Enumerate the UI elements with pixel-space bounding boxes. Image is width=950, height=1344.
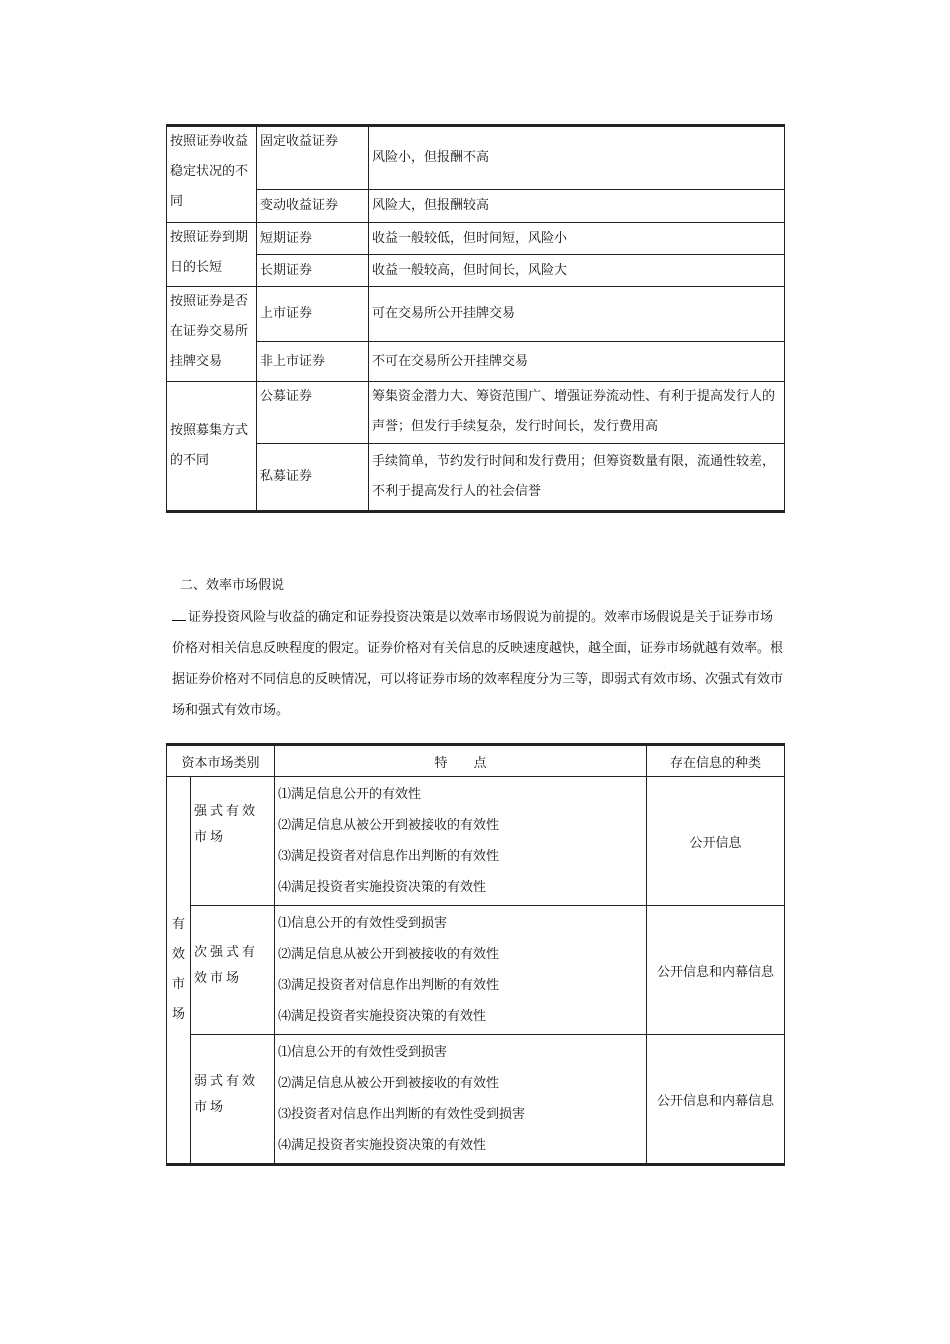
group-cell: 按照证券是否在证券交易所挂牌交易 — [167, 287, 257, 382]
paragraph-text: 证券投资风险与收益的确定和证券投资决策是以效率市场假说为前提的。效率市场假说是关于证券市场价格对相关信息反映程度的假定。证券价格对有关信息的反映速度越快，越全面，证券市场就越有效率。根据证券价格对不同信息的反映情况，可以将证券市场的效率程度分为三等，即弱式有效市场、次强式有效市场和强式有效市场。 — [172, 610, 784, 718]
market-name: 次强式有效市场 — [191, 906, 275, 1035]
market-features — [275, 777, 647, 906]
type-cell: 非上市证券 — [257, 342, 369, 382]
group-label: 有效市场 — [167, 777, 191, 1165]
feature-item: ⑷满足投资者实施投资决策的有效性 — [278, 1009, 487, 1024]
type-cell: 长期证券 — [257, 255, 369, 287]
feature-item: ⑶满足投资者对信息作出判断的有效性 — [278, 849, 500, 864]
info-type: 公开信息 — [647, 777, 785, 906]
header-category: 资本市场类别 — [167, 745, 275, 777]
feature-item: ⑴信息公开的有效性受到损害 — [278, 916, 448, 931]
type-cell: 私募证券 — [257, 444, 369, 512]
header-info: 存在信息的种类 — [647, 745, 785, 777]
type-cell: 上市证券 — [257, 287, 369, 342]
market-name: 强式有效市场 — [191, 777, 275, 906]
feature-item: ⑵满足信息从被公开到被接收的有效性 — [278, 1076, 500, 1091]
cursor-mark — [172, 612, 186, 621]
desc-cell: 收益一般较低，但时间短，风险小 — [369, 223, 785, 255]
feature-item: ⑷满足投资者实施投资决策的有效性 — [278, 1138, 487, 1153]
desc-cell: 可在交易所公开挂牌交易 — [369, 287, 785, 342]
desc-cell: 风险小，但报酬不高 — [369, 126, 785, 190]
feature-item: ⑴满足信息公开的有效性 — [278, 787, 422, 802]
feature-item: ⑵满足信息从被公开到被接收的有效性 — [278, 947, 500, 962]
info-type: 公开信息和内幕信息 — [647, 1035, 785, 1165]
feature-item: ⑶投资者对信息作出判断的有效性受到损害 — [278, 1107, 526, 1122]
desc-cell: 风险大，但报酬较高 — [369, 190, 785, 223]
group-cell: 按照证券收益稳定状况的不同 — [167, 126, 257, 223]
group-cell: 按照募集方式的不同 — [167, 382, 257, 512]
section-heading: 二、效率市场假说 — [180, 578, 285, 593]
type-cell: 固定收益证券 — [257, 126, 369, 190]
feature-item: ⑵满足信息从被公开到被接收的有效性 — [278, 818, 500, 833]
feature-item: ⑷满足投资者实施投资决策的有效性 — [278, 880, 487, 895]
type-cell: 短期证券 — [257, 223, 369, 255]
type-cell: 变动收益证券 — [257, 190, 369, 223]
section-paragraph — [172, 602, 784, 726]
feature-item: ⑶满足投资者对信息作出判断的有效性 — [278, 978, 500, 993]
header-features: 特 点 — [275, 745, 647, 777]
desc-cell: 手续简单，节约发行时间和发行费用；但筹资数量有限，流通性较差，不利于提高发行人的社会信誉 — [369, 444, 785, 512]
feature-item: ⑴信息公开的有效性受到损害 — [278, 1045, 448, 1060]
market-features — [275, 906, 647, 1035]
group-cell: 按照证券到期日的长短 — [167, 223, 257, 287]
desc-cell: 收益一般较高，但时间长，风险大 — [369, 255, 785, 287]
market-name: 弱式有效市场 — [191, 1035, 275, 1165]
market-features — [275, 1035, 647, 1165]
info-type: 公开信息和内幕信息 — [647, 906, 785, 1035]
efficient-market-table — [166, 743, 785, 1166]
type-cell: 公募证券 — [257, 382, 369, 444]
desc-cell: 不可在交易所公开挂牌交易 — [369, 342, 785, 382]
desc-cell: 筹集资金潜力大、筹资范围广、增强证券流动性、有利于提高发行人的声誉；但发行手续复杂，发行时间长，发行费用高 — [369, 382, 785, 444]
securities-classification-table — [166, 124, 785, 513]
